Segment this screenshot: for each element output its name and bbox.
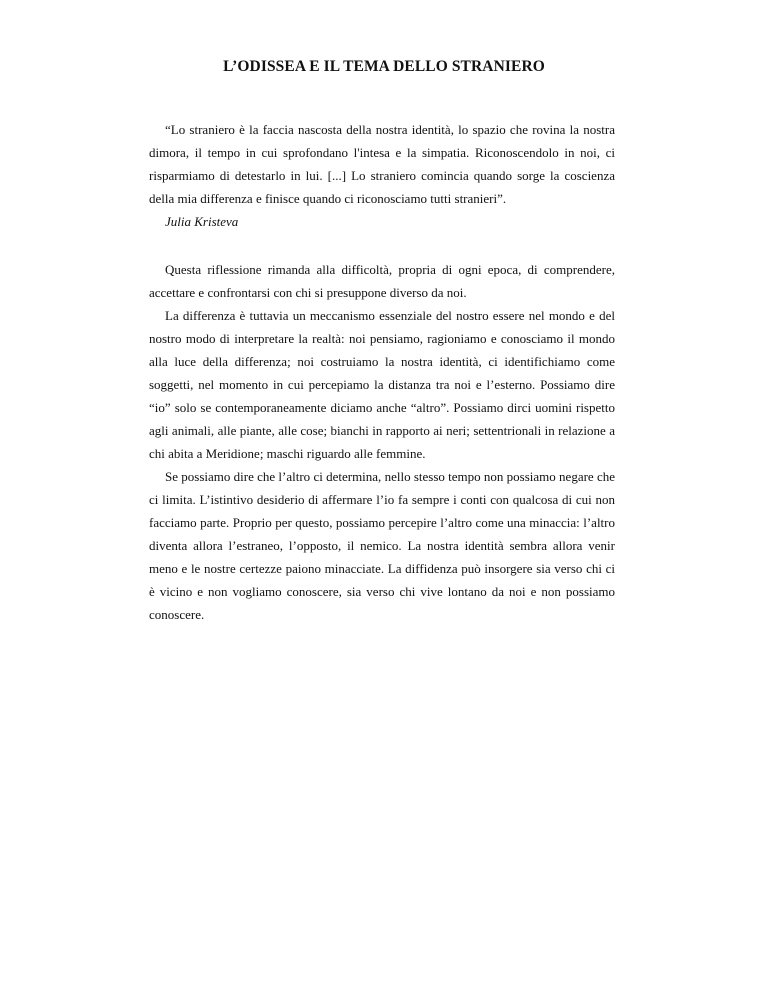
epigraph-quote xyxy=(149,118,615,233)
document-title: L’ODISSEA E IL TEMA DELLO STRANIERO xyxy=(223,58,545,75)
body-text xyxy=(149,258,615,626)
paragraph-1: Questa riflessione rimanda alla difficoltà, propria di ogni epoca, di comprendere, accettare e confrontarsi con chi si presuppone diverso da noi. xyxy=(149,262,615,300)
quote-text: “Lo straniero è la faccia nascosta della nostra identità, lo spazio che rovina la nostra dimora, il tempo in cui sprofondano l'intesa e la simpatia. Riconoscendolo in noi, ci risparmiamo di detestarlo in lui. [...] Lo straniero comincia quando sorge la coscienza della mia differenza e finisce quando ci riconosciamo tutti stranieri”. xyxy=(149,122,615,206)
quote-author: Julia Kristeva xyxy=(165,214,239,229)
paragraph-3: Se possiamo dire che l’altro ci determina, nello stesso tempo non possiamo negare che ci limita. L’istintivo desiderio di affermare l’io fa sempre i conti con qualcosa di cui non facciamo parte. Proprio per questo, possiamo percepire l’altro come una minaccia: l’altro diventa allora l’estraneo, l’opposto, il nemico. La nostra identità sembra allora venir meno e le nostre certezze paiono minacciate. La diffidenza può insorgere sia verso chi ci è vicino e non vogliamo conoscere, sia verso chi vive lontano da noi e non possiamo conoscere. xyxy=(149,469,615,622)
paragraph-2: La differenza è tuttavia un meccanismo essenziale del nostro essere nel mondo e del nostro modo di interpretare la realtà: noi pensiamo, ragioniamo e conosciamo il mondo alla luce della differenza; noi costruiamo la nostra identità, ci identifichiamo come soggetti, nel momento in cui percepiamo la distanza tra noi e l’esterno. Possiamo dire “io” solo se contemporaneamente diciamo anche “altro”. Possiamo dirci uomini rispetto agli animali, alle piante, alle cose; bianchi in rapporto ai neri; settentrionali in relazione a chi abita a Meridione; maschi riguardo alle femmine. xyxy=(149,308,615,461)
